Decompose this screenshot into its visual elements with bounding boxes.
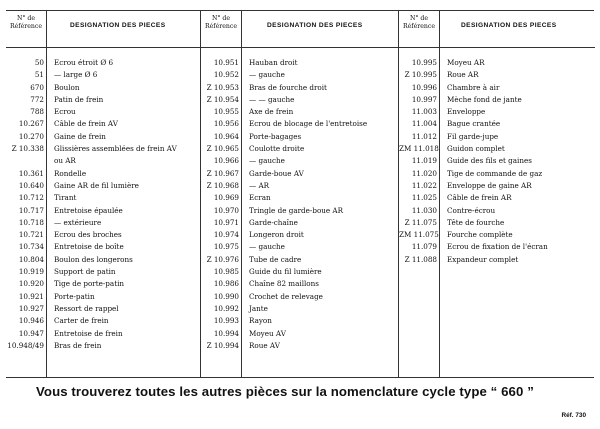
part-reference: Z 10.995	[404, 70, 437, 80]
part-designation: Longeron droit	[249, 230, 304, 240]
table-row	[6, 118, 200, 130]
part-reference: 11.022	[411, 180, 437, 190]
part-reference: 11.003	[411, 107, 437, 117]
part-designation: Ecrou	[54, 107, 76, 117]
table-row	[399, 192, 595, 204]
part-designation: Garde-boue AV	[249, 168, 304, 178]
part-reference: Z 10.976	[206, 254, 239, 264]
part-designation: Ecran	[249, 193, 271, 203]
reference-note: Réf. 730	[561, 412, 586, 419]
table-row	[6, 192, 200, 204]
table-row	[399, 143, 595, 155]
column-header	[201, 11, 399, 48]
footer-note: Vous trouverez toutes les autres pièces sur la nomenclature cycle type “ 660 ”	[36, 384, 534, 399]
table-row	[6, 131, 200, 143]
table-row	[201, 291, 399, 303]
part-reference: 10.995	[411, 58, 437, 67]
part-designation: Ressort de rappel	[54, 303, 119, 313]
part-designation: Tube de cadre	[249, 254, 302, 264]
part-reference: 10.975	[213, 242, 239, 252]
part-designation: — gauche	[249, 156, 285, 166]
designation-header: DESIGNATION DES PIECES	[461, 22, 557, 29]
part-designation: ou AR	[54, 156, 76, 166]
part-designation: — AR	[249, 180, 270, 190]
part-reference: 670	[30, 82, 44, 92]
table-row	[399, 69, 595, 81]
table-row	[399, 217, 595, 229]
part-designation: Bras de frein	[54, 340, 102, 350]
part-designation: Porte-bagages	[249, 131, 302, 141]
part-designation: Entretoise de frein	[54, 328, 123, 338]
part-designation: Axe de frein	[249, 107, 294, 117]
table-row	[6, 205, 200, 217]
table-row	[201, 69, 399, 81]
table-row	[6, 340, 200, 352]
part-reference: Z 11.088	[404, 254, 437, 264]
table-row	[201, 254, 399, 266]
table-row	[6, 254, 200, 266]
column-1	[6, 11, 200, 377]
part-reference: 11.004	[411, 119, 437, 129]
part-designation: — extérieure	[54, 217, 102, 227]
table-row	[201, 229, 399, 241]
part-reference: 772	[30, 94, 44, 104]
part-reference: 10.717	[18, 205, 44, 215]
table-row	[6, 266, 200, 278]
table-row	[201, 118, 399, 130]
part-designation: Chambre à air	[447, 82, 500, 92]
part-reference: 10.948/49	[7, 340, 44, 350]
part-reference: 10.734	[18, 242, 44, 252]
part-designation: Garde-chaîne	[249, 217, 298, 227]
part-reference: 10.956	[213, 119, 239, 129]
part-designation: — gauche	[249, 242, 285, 252]
table-row	[399, 131, 595, 143]
table-row	[399, 82, 595, 94]
column-rows	[399, 57, 595, 266]
table-row	[6, 328, 200, 340]
part-reference: 10.985	[213, 267, 239, 277]
part-reference: 10.952	[213, 70, 239, 80]
column-rows	[6, 57, 200, 352]
part-designation: Roue AR	[447, 70, 479, 80]
part-reference: 11.025	[411, 193, 437, 203]
part-designation: Ecrou des broches	[54, 230, 122, 240]
part-reference: 11.019	[411, 156, 437, 166]
part-designation: Entretoise épaulée	[54, 205, 123, 215]
table-row	[201, 192, 399, 204]
ref-header: N° de Référence	[9, 15, 42, 30]
part-reference: 10.361	[18, 168, 44, 178]
column-2	[200, 11, 399, 377]
part-reference: Z 10.954	[206, 94, 239, 104]
part-reference: 10.970	[213, 205, 239, 215]
part-reference: 10.640	[18, 180, 44, 190]
part-designation: Ecrou étroit Ø 6	[54, 58, 114, 67]
table-row	[6, 57, 200, 69]
table-row	[201, 217, 399, 229]
part-designation: Rondelle	[54, 168, 87, 178]
table-row	[201, 266, 399, 278]
part-reference: 10.267	[18, 119, 44, 129]
part-reference: ZM 11.075	[399, 230, 439, 240]
part-designation: Enveloppe	[447, 107, 486, 117]
table-row	[201, 303, 399, 315]
part-reference: 10.997	[411, 94, 437, 104]
part-reference: 10.994	[213, 328, 239, 338]
part-reference: 10.712	[18, 193, 44, 203]
part-reference: 10.946	[18, 316, 44, 326]
part-designation: Mèche fond de jante	[447, 94, 522, 104]
table-row	[399, 241, 595, 253]
part-reference: 10.993	[213, 316, 239, 326]
part-designation: Tringle de garde-boue AR	[249, 205, 344, 215]
part-designation: Bras de fourche droit	[249, 82, 327, 92]
table-row	[6, 180, 200, 192]
table-row	[201, 143, 399, 155]
part-reference: Z 10.994	[206, 340, 239, 350]
part-designation: Tige de porte-patin	[54, 279, 125, 289]
part-reference: 11.012	[411, 131, 437, 141]
part-reference: 10.986	[213, 279, 239, 289]
table-row	[201, 106, 399, 118]
table-row	[6, 315, 200, 327]
column-rows	[201, 57, 399, 352]
part-designation: Gaine AR de fil lumière	[54, 180, 139, 190]
part-reference: Z 10.968	[206, 180, 239, 190]
table-row	[6, 217, 200, 229]
part-reference: Z 10.338	[11, 144, 44, 154]
table-row	[201, 94, 399, 106]
part-reference: 10.270	[18, 131, 44, 141]
part-reference: 10.955	[213, 107, 239, 117]
part-designation: Support de patin	[54, 267, 116, 277]
table-row	[399, 118, 595, 130]
part-designation: Patin de frein	[54, 94, 104, 104]
part-designation: Gaine de frein	[54, 131, 106, 141]
part-designation: Moyeu AV	[249, 328, 286, 338]
table-row	[201, 278, 399, 290]
part-reference: 10.992	[213, 303, 239, 313]
parts-table	[6, 10, 594, 378]
designation-header: DESIGNATION DES PIECES	[70, 22, 166, 29]
part-designation: Glissières assemblées de frein AV	[54, 144, 177, 154]
table-row	[399, 254, 595, 266]
table-row	[6, 143, 200, 155]
part-reference: 10.996	[411, 82, 437, 92]
part-reference: 10.927	[18, 303, 44, 313]
part-designation: Enveloppe de gaine AR	[447, 180, 532, 190]
part-reference: 10.718	[18, 217, 44, 227]
part-designation: Carter de frein	[54, 316, 109, 326]
table-row	[6, 82, 200, 94]
part-reference: ZM 11.018	[399, 144, 439, 154]
part-reference: 10.966	[213, 156, 239, 166]
table-row	[6, 229, 200, 241]
part-designation: Guide des fils et gaines	[447, 156, 532, 166]
table-row	[6, 291, 200, 303]
column-3	[398, 11, 595, 377]
part-designation: Bague crantée	[447, 119, 501, 129]
part-reference: 10.964	[213, 131, 239, 141]
table-row	[201, 57, 399, 69]
part-reference: 11.079	[411, 242, 437, 252]
part-reference: 11.030	[411, 205, 437, 215]
table-row	[399, 168, 595, 180]
part-designation: Expandeur complet	[447, 254, 519, 264]
part-designation: Câble de frein AV	[54, 119, 118, 129]
part-reference: 10.971	[213, 217, 239, 227]
table-row	[6, 155, 200, 167]
table-row	[201, 205, 399, 217]
column-header	[6, 11, 200, 48]
table-row	[399, 155, 595, 167]
part-designation: Moyeu AR	[447, 58, 485, 67]
part-designation: — — gauche	[249, 94, 295, 104]
part-designation: Entretoise de boîte	[54, 242, 124, 252]
table-row	[6, 278, 200, 290]
part-designation: Contre-écrou	[447, 205, 496, 215]
table-row	[6, 241, 200, 253]
part-designation: Câble de frein AR	[447, 193, 512, 203]
table-row	[201, 82, 399, 94]
part-designation: Coulotte droite	[249, 144, 305, 154]
part-designation: Chaîne 82 maillons	[249, 279, 319, 289]
part-reference: 11.020	[411, 168, 437, 178]
part-designation: Tige de commande de gaz	[447, 168, 543, 178]
column-header	[399, 11, 595, 48]
table-row	[201, 180, 399, 192]
part-reference: Z 10.965	[206, 144, 239, 154]
part-reference: 51	[34, 70, 44, 80]
part-reference: 10.804	[18, 254, 44, 264]
part-reference: Z 10.953	[206, 82, 239, 92]
table-row	[6, 69, 200, 81]
table-row	[6, 303, 200, 315]
part-designation: Tirant	[54, 193, 77, 203]
part-designation: Roue AV	[249, 340, 280, 350]
ref-header: N° de Référence	[204, 15, 237, 30]
part-reference: 10.721	[18, 230, 44, 240]
table-row	[201, 328, 399, 340]
designation-header: DESIGNATION DES PIECES	[267, 22, 363, 29]
part-reference: Z 11.075	[404, 217, 437, 227]
part-designation: Hauban droit	[249, 58, 298, 67]
part-reference: 10.990	[213, 291, 239, 301]
table-row	[399, 229, 595, 241]
part-reference: 50	[34, 58, 44, 67]
part-designation: Porte-patin	[54, 291, 95, 301]
part-designation: Boulon	[54, 82, 80, 92]
table-row	[201, 131, 399, 143]
part-designation: Guidon complet	[447, 144, 505, 154]
part-designation: Rayon	[249, 316, 272, 326]
table-row	[6, 106, 200, 118]
part-reference: 10.920	[18, 279, 44, 289]
table-row	[399, 94, 595, 106]
table-row	[6, 168, 200, 180]
part-reference: 10.921	[18, 291, 44, 301]
part-designation: Jante	[249, 303, 268, 313]
table-row	[201, 155, 399, 167]
part-reference: Z 10.967	[206, 168, 239, 178]
table-row	[201, 241, 399, 253]
table-row	[201, 340, 399, 352]
table-row	[399, 205, 595, 217]
part-designation: Ecrou de fixation de l'écran	[447, 242, 548, 252]
part-reference: 10.919	[18, 267, 44, 277]
part-designation: Ecrou de blocage de l'entretoise	[249, 119, 368, 129]
part-designation: Boulon des longerons	[54, 254, 133, 264]
table-row	[399, 106, 595, 118]
part-designation: Fil garde-jupe	[447, 131, 499, 141]
table-row	[399, 180, 595, 192]
part-designation: — gauche	[249, 70, 285, 80]
part-reference: 788	[30, 107, 44, 117]
part-reference: 10.974	[213, 230, 239, 240]
part-designation: Guide du fil lumière	[249, 267, 322, 277]
part-designation: Tête de fourche	[447, 217, 505, 227]
part-reference: 10.951	[213, 58, 239, 67]
table-row	[399, 57, 595, 69]
table-row	[201, 168, 399, 180]
ref-header: N° de Référence	[402, 15, 435, 30]
part-reference: 10.969	[213, 193, 239, 203]
part-designation: Fourche complète	[447, 230, 513, 240]
part-designation: — large Ø 6	[54, 70, 98, 80]
table-row	[201, 315, 399, 327]
table-row	[6, 94, 200, 106]
part-designation: Crochet de relevage	[249, 291, 323, 301]
part-reference: 10.947	[18, 328, 44, 338]
